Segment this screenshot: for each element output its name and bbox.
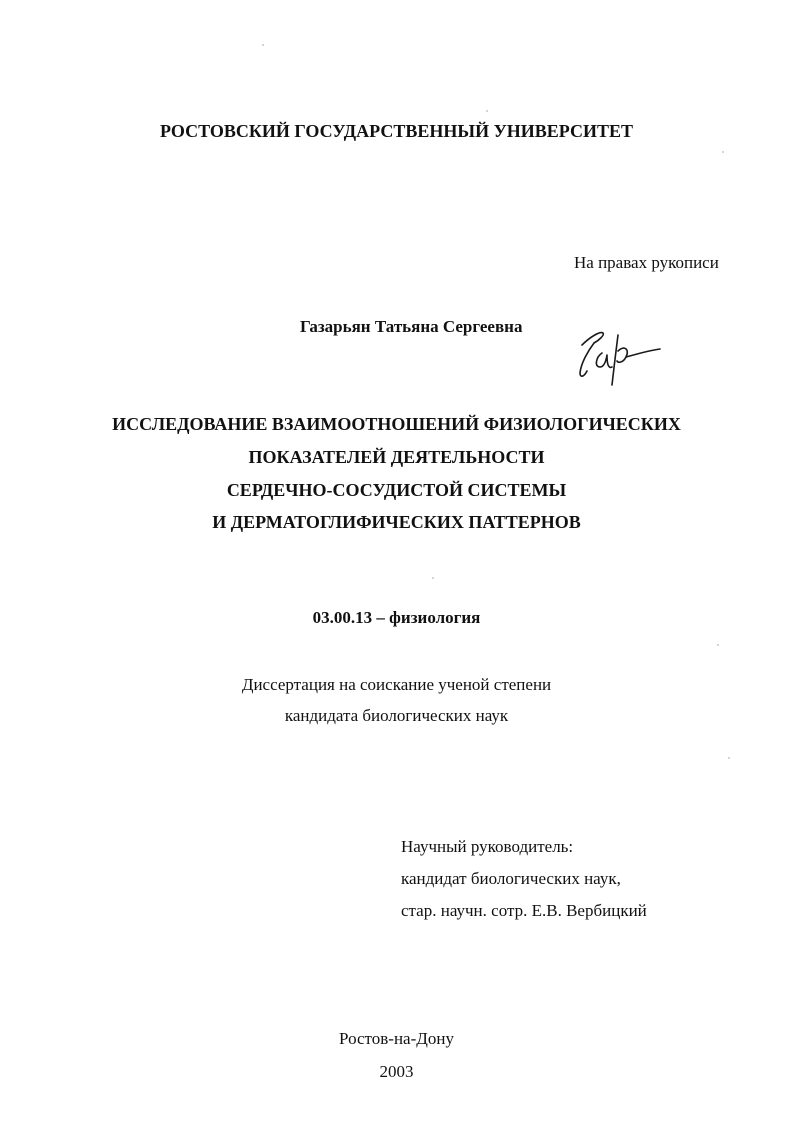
dissertation-degree-line: кандидата биологических наук xyxy=(284,706,509,725)
supervisor-line: стар. научн. сотр. Е.В. Вербицкий xyxy=(401,901,647,920)
author-name: Газарьян Татьяна Сергеевна xyxy=(300,317,523,336)
thesis-title-line: ИССЛЕДОВАНИЕ ВЗАИМООТНОШЕНИЙ ФИЗИОЛОГИЧЕСКИХ xyxy=(112,414,681,434)
scan-speck xyxy=(486,110,488,112)
city: Ростов-на-Дону xyxy=(339,1029,454,1048)
scan-speck xyxy=(722,151,724,153)
scan-speck xyxy=(728,757,730,759)
supervisor-line: кандидат биологических наук, xyxy=(401,869,621,888)
manuscript-note: На правах рукописи xyxy=(574,253,719,272)
scan-speck xyxy=(432,577,434,579)
thesis-title-line: СЕРДЕЧНО-СОСУДИСТОЙ СИСТЕМЫ xyxy=(226,480,567,500)
university-name: РОСТОВСКИЙ ГОСУДАРСТВЕННЫЙ УНИВЕРСИТЕТ xyxy=(159,121,634,141)
thesis-title-line: И ДЕРМАТОГЛИФИЧЕСКИХ ПАТТЕРНОВ xyxy=(212,512,581,532)
scan-speck xyxy=(717,644,719,646)
supervisor-line: Научный руководитель: xyxy=(401,837,574,856)
author-signature xyxy=(572,323,664,389)
thesis-title-line: ПОКАЗАТЕЛЕЙ ДЕЯТЕЛЬНОСТИ xyxy=(248,447,545,467)
year: 2003 xyxy=(379,1062,414,1081)
specialty-code: 03.00.13 – физиология xyxy=(312,608,481,627)
dissertation-degree-line: Диссертация на соискание ученой степени xyxy=(241,675,552,694)
scan-speck xyxy=(262,44,264,46)
